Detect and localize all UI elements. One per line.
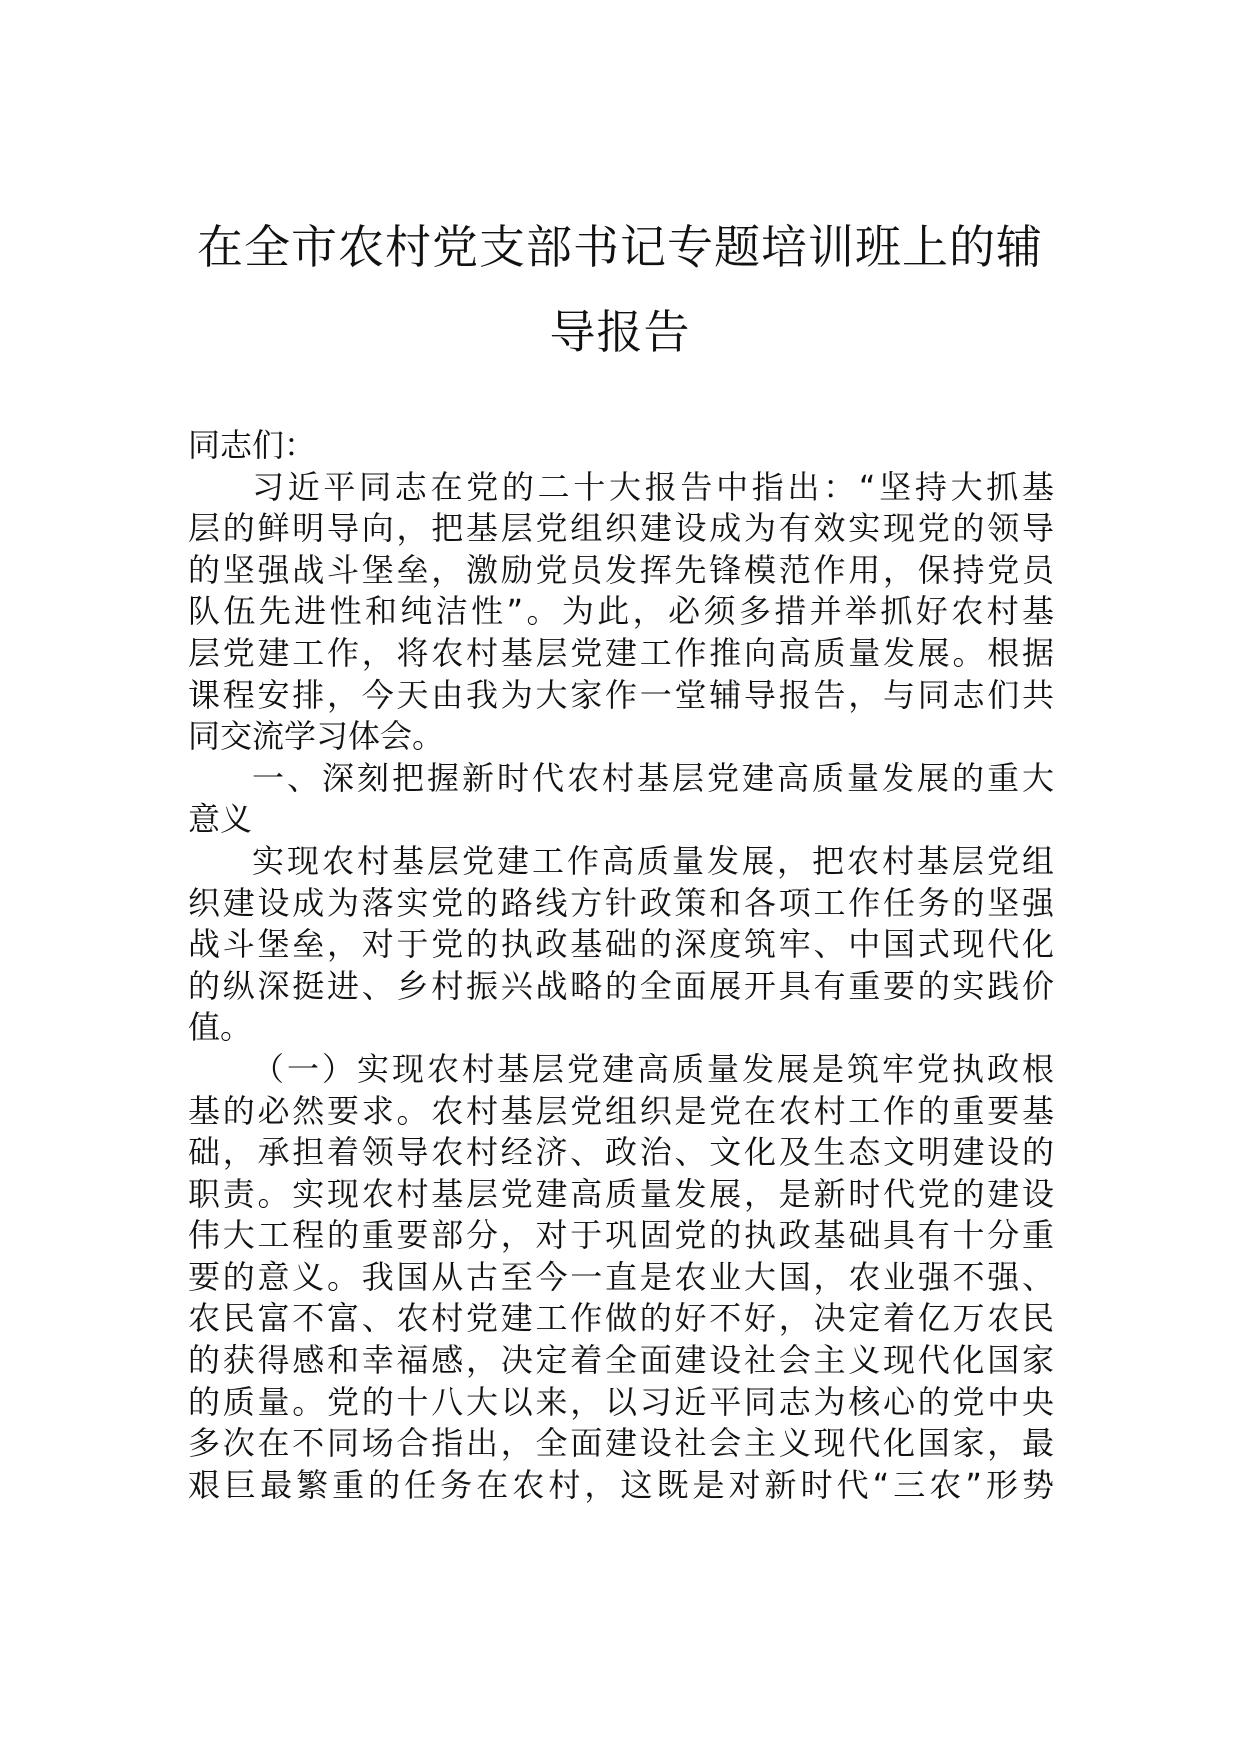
document-body [188, 425, 1054, 1506]
title-line: 导报告 [549, 305, 691, 359]
paragraph-line: 同交流学习体会。 [188, 717, 445, 756]
paragraph-line: 农民富不富、农村党建工作做的好不好，决定着亿万农民 [188, 1299, 1054, 1338]
paragraph-line: 层的鲜明导向，把基层党组织建设成为有效实现党的领导 [188, 509, 1054, 548]
paragraph-line: 的获得感和幸福感，决定着全面建设社会主义现代化国家 [188, 1341, 1054, 1380]
heading-line: 一、深刻把握新时代农村基层党建高质量发展的重大 [252, 758, 1054, 797]
document-title [150, 205, 1090, 375]
paragraph-line: 艰巨最繁重的任务在农村，这既是对新时代“三农”形势 [188, 1465, 1054, 1504]
paragraph-line: 础，承担着领导农村经济、政治、文化及生态文明建设的 [188, 1133, 1054, 1172]
paragraph-line: 队伍先进性和纯洁性”。为此，必须多措并举抓好农村基 [188, 592, 1054, 631]
heading-line: 意义 [188, 800, 253, 839]
paragraph-line: 实现农村基层党建工作高质量发展，把农村基层党组 [252, 841, 1054, 880]
paragraph-line: 职责。实现农村基层党建高质量发展，是新时代党的建设 [188, 1174, 1054, 1213]
paragraph-line: 习近平同志在党的二十大报告中指出：“坚持大抓基 [252, 467, 1054, 506]
title-line: 在全市农村党支部书记专题培训班上的辅 [197, 220, 1043, 274]
greeting: 同志们： [188, 426, 317, 464]
paragraph-line: 的质量。党的十八大以来，以习近平同志为核心的党中央 [188, 1382, 1054, 1421]
paragraph-line: 基的必然要求。农村基层党组织是党在农村工作的重要基 [188, 1091, 1054, 1130]
paragraph-line: 的纵深挺进、乡村振兴战略的全面展开具有重要的实践价 [188, 966, 1054, 1005]
paragraph-intro [188, 467, 1054, 758]
paragraph-significance [188, 841, 1054, 1049]
paragraph-point-one [188, 1049, 1054, 1507]
paragraph-line: 战斗堡垒，对于党的执政基础的深度筑牢、中国式现代化 [188, 925, 1054, 964]
paragraph-line: 织建设成为落实党的路线方针政策和各项工作任务的坚强 [188, 883, 1054, 922]
paragraph-line: 课程安排，今天由我为大家作一堂辅导报告，与同志们共 [188, 675, 1054, 714]
paragraph-line: 伟大工程的重要部分，对于巩固党的执政基础具有十分重 [188, 1216, 1054, 1255]
paragraph-line: （一）实现农村基层党建高质量发展是筑牢党执政根 [252, 1049, 1054, 1088]
section-heading [188, 758, 1054, 841]
paragraph-line: 多次在不同场合指出，全面建设社会主义现代化国家，最 [188, 1424, 1054, 1463]
paragraph-line: 值。 [188, 1008, 253, 1047]
paragraph-line: 的坚强战斗堡垒，激励党员发挥先锋模范作用，保持党员 [188, 550, 1054, 589]
paragraph-line: 要的意义。我国从古至今一直是农业大国，农业强不强、 [188, 1257, 1054, 1296]
paragraph-line: 层党建工作，将农村基层党建工作推向高质量发展。根据 [188, 633, 1054, 672]
